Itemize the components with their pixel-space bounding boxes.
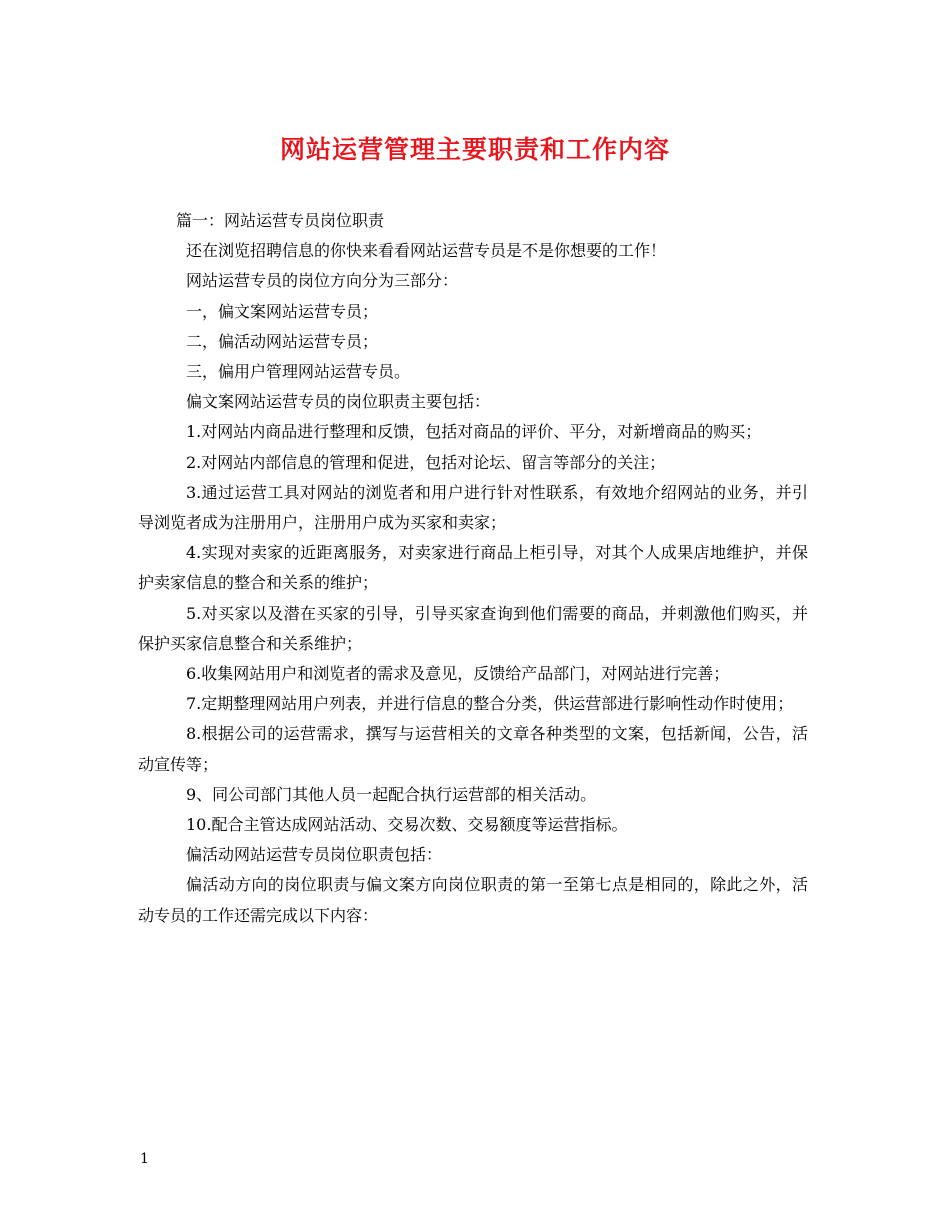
paragraph: 三，偏用户管理网站运营专员。 xyxy=(186,362,411,382)
paragraph: 还在浏览招聘信息的你快来看看网站运营专员是不是你想要的工作！ xyxy=(186,241,667,261)
list-item: 9、同公司部门其他人员一起配合执行运营部的相关活动。 xyxy=(186,784,597,804)
document-title: 网站运营管理主要职责和工作内容 xyxy=(279,135,670,164)
list-item: 4.实现对卖家的近距离服务，对卖家进行商品上柜引导，对其个人成果店地维护，并保护卖家信息的整合和关系的维护； xyxy=(138,543,808,593)
paragraph: 一，偏文案网站运营专员； xyxy=(186,301,379,321)
list-item: 5.对买家以及潜在买家的引导，引导买家查询到他们需要的商品，并刺激他们购买，并保护买家信息整合和关系维护； xyxy=(138,603,808,653)
list-item: 1.对网站内商品进行整理和反馈，包括对商品的评价、平分，对新增商品的购买； xyxy=(186,422,762,442)
paragraph: 偏活动方向的岗位职责与偏文案方向岗位职责的第一至第七点是相同的，除此之外，活动专员的工作还需完成以下内容： xyxy=(138,875,808,925)
page-number: 1 xyxy=(140,1151,149,1167)
list-item: 7.定期整理网站用户列表，并进行信息的整合分类，供运营部进行影响性动作时使用； xyxy=(186,694,794,714)
list-item: 6.收集网站用户和浏览者的需求及意见，反馈给产品部门，对网站进行完善； xyxy=(186,664,730,684)
paragraph: 偏活动网站运营专员岗位职责包括： xyxy=(186,845,443,865)
document-body xyxy=(138,206,808,931)
paragraph: 网站运营专员的岗位方向分为三部分： xyxy=(186,271,459,291)
paragraph: 二，偏活动网站运营专员； xyxy=(186,331,379,351)
list-item: 10.配合主管达成网站活动、交易次数、交易额度等运营指标。 xyxy=(186,815,628,835)
list-item: 3.通过运营工具对网站的浏览者和用户进行针对性联系，有效地介绍网站的业务，并引导浏览者成为注册用户，注册用户成为买家和卖家； xyxy=(138,482,808,533)
section-heading: 篇一：网站运营专员岗位职责 xyxy=(176,211,385,230)
list-item: 2.对网站内部信息的管理和促进，包括对论坛、留言等部分的关注； xyxy=(186,452,666,472)
paragraph: 偏文案网站运营专员的岗位职责主要包括： xyxy=(186,392,491,412)
list-item: 8.根据公司的运营需求，撰写与运营相关的文章各种类型的文案，包括新闻，公告，活动宣传等； xyxy=(138,724,808,774)
